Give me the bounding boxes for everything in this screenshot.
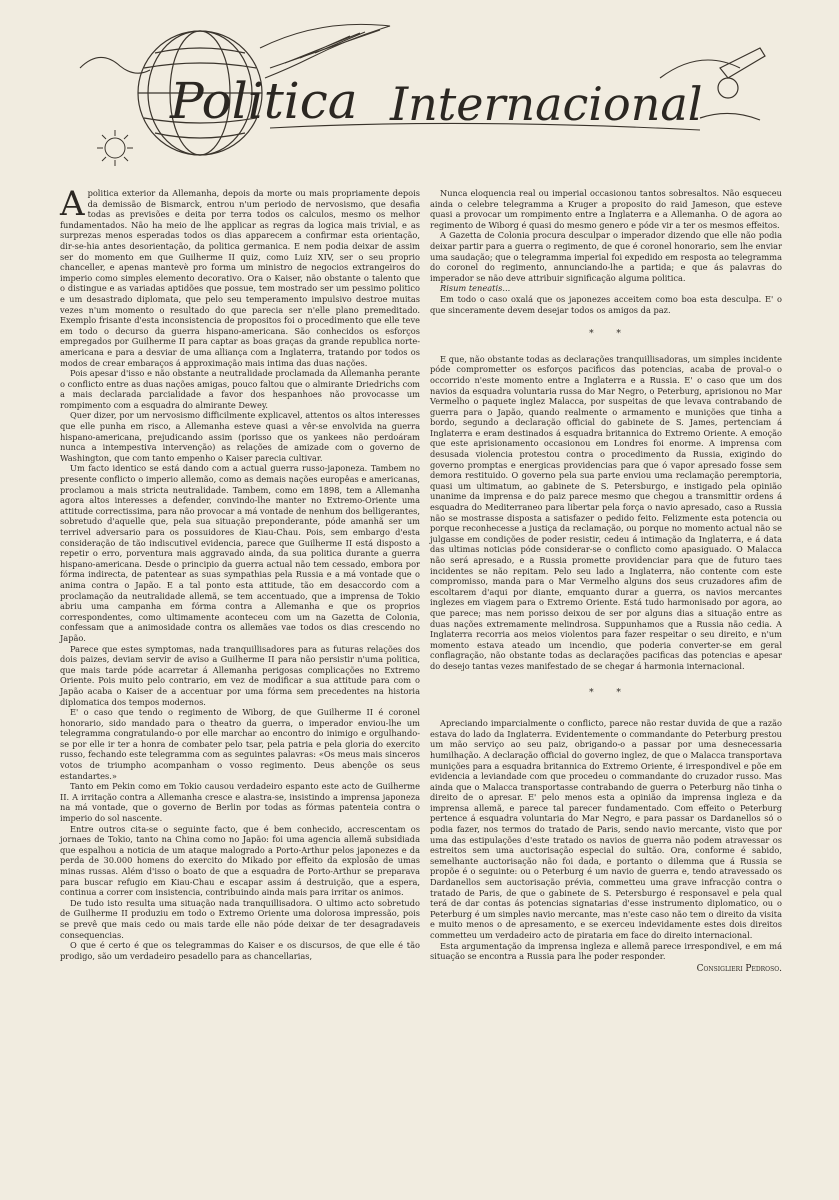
article-paragraph: Parece que estes symptomas, nada tranquillisadores para as futuras relações dos dois paizes, deviam servir de aviso a Guilherme II para não persistir n'uma politica, que mais tarde póde acarretar á Allemanha perigosas complicações no Extremo Oriente. Pois muito pelo contrario, em vez de modificar a sua attitude para com o Japão acaba o Kaiser de a accentuar por uma fórma sem precedentes na historia diplomatica dos tempos modernos. bbox=[60, 643, 420, 707]
article-paragraph: Esta argumentação da imprensa ingleza e allemã parece irrespondivel, e em má situação se encontra a Russia para lhe poder responder. bbox=[430, 940, 782, 962]
article-paragraph: Em todo o caso oxalá que os japonezes acceitem como boa esta desculpa. E' o que sinceramente devem desejar todos os amigos da paz. bbox=[430, 293, 782, 315]
article-paragraph: Risum teneatis... bbox=[440, 283, 511, 294]
drop-cap: A bbox=[60, 184, 85, 224]
article-paragraph: Quer dizer, por um nervosismo difficilmente explicavel, attentos os altos interesses que elle punha em risco, a Allemanha esteve quasi a vêr-se envolvida na guerra hispano-americana, prejudicando assim (porisso que os yankees não perdoáram nunca a intempestiva intervenção) as relações de amizade com o governo de Washington, que com tanto empenho o Kaiser parecia cultivar. bbox=[60, 410, 420, 463]
article-paragraph: Nunca eloquencia real ou imperial occasionou tantos sobresaltos. Não esqueceu ainda o celebre telegramma a Kruger a proposito do raid Jameson, que esteve quasi a provocar um rompimento entre a Inglaterra e a Allemanha. O de agora ao regimento de Wiborg é quasi do mesmo genero e póde vir a ter os mesmos effeitos. bbox=[430, 188, 782, 230]
quill-icon bbox=[260, 24, 390, 78]
title-part2: Internacional bbox=[390, 77, 703, 131]
article-left-column bbox=[60, 184, 420, 961]
article-paragraph: De tudo isto resulta uma situação nada tranquillisadora. O ultimo acto sobretudo de Guilherme II produziu em todo o Extremo Oriente uma dolorosa impressão, pois se prevê que mais cedo ou mais tarde elle não póde deixar de ter desagradaveis consequencias. bbox=[60, 897, 420, 940]
article-paragraph: Pois apesar d'isso e não obstante a neutralidade proclamada da Allemanha perante o conflicto entre as duas nações amigas, pouco faltou que o almirante Driedrichs com a mais declarada parcialidade a favor dos hespanhoes não provocasse um rompimento com a esquadra do almirante Dewey. bbox=[60, 368, 420, 410]
cannon-icon bbox=[700, 48, 765, 120]
section-separator: * * bbox=[589, 329, 631, 340]
header-ornament bbox=[60, 8, 780, 183]
article-paragraph: Apreciando imparcialmente o conflicto, parece não restar duvida de que a razão estava do lado da Inglaterra. Evidentemente o commandante do Peterburg prestou um mão serviço ao seu paiz, obrigando-o a passar por uma desnecessaria humilhação. A declaração official do governo inglez, de que o Malacca transportava munições para a esquadra britannica do Extremo Oriente, é irrespondivel e põe em evidencia a leviandade com que procedeu o commandante do cruzador russo. Mas ainda que o Malacca transportasse contrabando de guerra o Peterburg não tinha o direito de o apresar. E' pelo menos esta a opinião da imprensa ingleza e da imprensa allemã, e parece tal parecer fundamentado. Com effeito o Peterburg pertence á esquadra voluntaria do Mar Negro, e para passar os Dardanellos só o podia fazer, nos termos do tratado de Paris, sendo navio mercante, visto que por uma das estipulações d'este tratado os navios de guerra não podem atravessar os estreitos sem uma auctorisação especial do sultão. Ora, conforme é sabido, semelhante auctorisação não foi dada, e portanto o dilemma que á Russia se propõe é o seguinte: ou o Peterburg é um navio de guerra e, tendo atravessado os Dardanellos sem auctorisação prévia, commetteu uma grave infracção contra o tratado de Paris, de que o gabinete de S. Petersburgo é responsavel e pela qual terá de dar contas ás potencias signatarias d'esse instrumento diplomatico, ou o Peterburg é um simples navio mercante, mas n'este caso não tem o direito da visita e muito menos o de apresamento, e se exerceu indevidamente estes dois direitos commetteu um verdadeiro acto de pirataria em face do direito internacional. bbox=[430, 718, 782, 940]
article-paragraph: Tanto em Pekin como em Tokio causou verdadeiro espanto este acto de Guilherme II. A irritação contra a Allemanha cresce e alastra-se, insistindo a imprensa japoneza na má vontade, que o governo de Berlin por todas as fórmas patenteia contra o imperio do sol nascente. bbox=[60, 781, 420, 824]
author-signature: Consiglieri Pedroso. bbox=[696, 963, 782, 974]
article-paragraph: A Gazetta de Colonia procura desculpar o imperador dizendo que elle não podia deixar partir para a guerra o regimento, de que é coronel honorario, sem lhe enviar uma saudação; que o telegramma imperial foi expedido em resposta ao telegramma do coronel do regimento, annunciando-lhe a partida; e que ás palavras do imperador se não deve attribuir significação alguma politica. bbox=[430, 230, 782, 283]
sun-icon bbox=[97, 130, 133, 166]
title-part1: Politica bbox=[170, 72, 358, 130]
article-paragraph: E que, não obstante todas as declarações tranquillisadoras, um simples incidente póde comprometter os esforços pacificos das potencias, acaba de proval-o o occorrido n'este momento entre a Inglaterra e a Russia. E' o caso que um dos navios da esquadra voluntaria russa do Mar Negro, o Peterburg, aprisionou no Mar Vermelho o paquete inglez Malacca, por suspeitas de que levava contrabando de guerra para o Japão, quando realmente o armamento e munições que tinha a bordo, segundo a declaração official do gabinete de S. James, pertenciam á Inglaterra e eram destinados á esquadra britannica do Extremo Oriente. A emoção que este aprisionamento occasionou em Londres foi enorme. A imprensa com desusada violencia protestou contra o procedimento da Russia, exigindo do governo promptas e energicas providencias para que ó vapor apresado fosse sem demora restituido. O governo pela sua parte enviou uma reclamação peremptoria, quasi um ultimatum, ao gabinete de S. Petersburgo, e instigado pela opinião unanime da imprensa e do paiz parece mesmo que chegou a transmittir ordens á esquadra do Mediterraneo para libertar pela força o navio apresado, caso a Russia não se mostrasse disposta a satisfazer o pedido feito. Felizmente esta potencia ou porque reconhecesse a justiça da reclamação, ou porque no momento actual não se julgasse em condições de poder resistir, cedeu á intimação da Inglaterra, e á data das ultimas noticias póde considerar-se o conflicto como apasiguado. O Malacca não será apresado, e a Russia promette providenciar para que de futuro taes incidentes se não repitam. Pelo seu lado a Inglaterra, não contente com este compromisso, manda para o Mar Vermelho alguns dos seus cruzadores afim de escoltarem d'aqui por diante, emquanto durar a guerra, os navios mercantes inglezes em viagem para o Extremo Oriente. Está tudo harmonisado por agora, ao que parece; mas nem porisso deixou de ser por alguns dias a situação entre as duas nações extremamente melindrosa. Suppunhamos que a Russia não cedia. A Inglaterra recorria aos meios violentos para fazer respeitar o seu direito, e n'um momento estava ateado um incendio, que poderia converter-se em geral conflagração, não obstante todas as declarações pacificas das potencias e apesar do desejo tantas vezes manifestado de se chegar á harmonia internacional. bbox=[430, 353, 782, 671]
article-paragraph: Apolitica exterior da Allemanha, depois da morte ou mais propriamente depois da demissão de Bismarck, entrou n'um periodo de nervosismo, que desafia todas as previsões e deita por terra todos os calculos, mesmo os melhor fundamentados. Não ha meio de lhe applicar as regras da logica mais trivial, e as surprezas menos esperadas todos os dias apparecem a confirmar esta orientação, dir-se-hia antes desorientação, da politica germanica. E nem podia deixar de assim ser do momento em que Guilherme II quiz, como Luiz XIV, ser o seu proprio chanceller, e apenas mantevè pro forma um ministro de negocios extrangeiros do imperio como simples elemento decorativo. Ora o Kaiser, não obstante o talento que o distingue e as variadas aptidões que possue, tem mostrado ser um pessimo politico e um desastrado diplomata, que pelo seu temperamento impulsivo destroe muitas vezes n'um momento o resultado do que parecia ser n'elle plano premeditado. Exemplo frisante d'esta inconsistencia de propositos foi o procedimento que elle teve em todo o decurso da guerra hispano-americana. São conhecidos os esforços empregados por Guilherme II para captar as boas graças da grande republica norte-americana e para a desviar de uma alliança com a Inglaterra, tratando por todos os modos de crear embaraços á approximação mais intima das duas nações. bbox=[60, 184, 420, 368]
article-paragraph: Um facto identico se está dando com a actual guerra russo-japoneza. Tambem no presente conflicto o imperio allemão, como as demais nações europêas e americanas, proclamou a mais stricta neutralidade. Tambem, como em 1898, tem a Allemanha agora altos interesses a defender, convindo-lhe manter no Extremo-Oriente uma attitude correctissima, para não provocar a má vontade de nenhum dos belligerantes, sobretudo d'aquelle que, pela sua situação preponderante, póde amanhã ser um terrivel adversario para os possuidores de Kiau-Chau. Pois, sem embargo d'esta consideração de tão indiscutivel evidencia, parece que Guilherme II está disposto a repetir o erro, porventura mais aggravado ainda, da sua politica durante a guerra hispano-americana. Desde o principio da guerra actual não tem cessado, embora por fórma indirecta, de patentear as suas sympathias pela Russia e a má vontade que o anima contra o Japão. E a tal ponto esta attitude, tão em desaccordo com a proclamação da neutralidade allemã, se tem accentuado, que a imprensa de Tokio abriu uma campanha em fórma contra a Allemanha e que os proprios correspondentes, como ultimamente aconteceu com um na Gazetta de Colonia, confessam que a animosidade contra os allemães vae todos os dias crescendo no Japão. bbox=[60, 463, 420, 643]
article-right-column bbox=[430, 188, 782, 974]
article-paragraph: O que é certo é que os telegrammas do Kaiser e os discursos, de que elle é tão prodigo, são um verdadeiro pesadello para as chancellarias, bbox=[60, 940, 420, 961]
article-paragraph: Entre outros cita-se o seguinte facto, que é bem conhecido, accrescentam os jornaes de Tokio, tanto na China como no Japão: foi uma agencia allemã subsidiada que espalhou a noticia de um ataque malogrado a Porto-Arthur pelos japonezes e da perda de 30.000 homens do exercito do Mikado por effeito da explosão de umas minas russas. Além d'isso o boato de que a esquadra de Porto-Arthur se preparava para buscar refugio em Kiau-Chau e escapar assim á destruição, que a espera, continua a correr com insistencia, contribuindo ainda mais para irritar os animos. bbox=[60, 823, 420, 898]
section-separator: * * bbox=[589, 687, 631, 698]
article-paragraph: E' o caso que tendo o regimento de Wiborg, de que Guilherme II é coronel honorario, sido mandado para o theatro da guerra, o imperador enviou-lhe um telegramma congratulando-o por elle marchar ao encontro do inimigo e orgulhando-se por elle ir ter a honra de combater pelo tsar, pela patria e pela gloria do exercito russo, fechando este telegramma com as seguintes palavras: «Os meus mais sinceros votos de triumpho acompanham o vosso regimento. Deus abençôe os seus estandartes.» bbox=[60, 707, 420, 781]
